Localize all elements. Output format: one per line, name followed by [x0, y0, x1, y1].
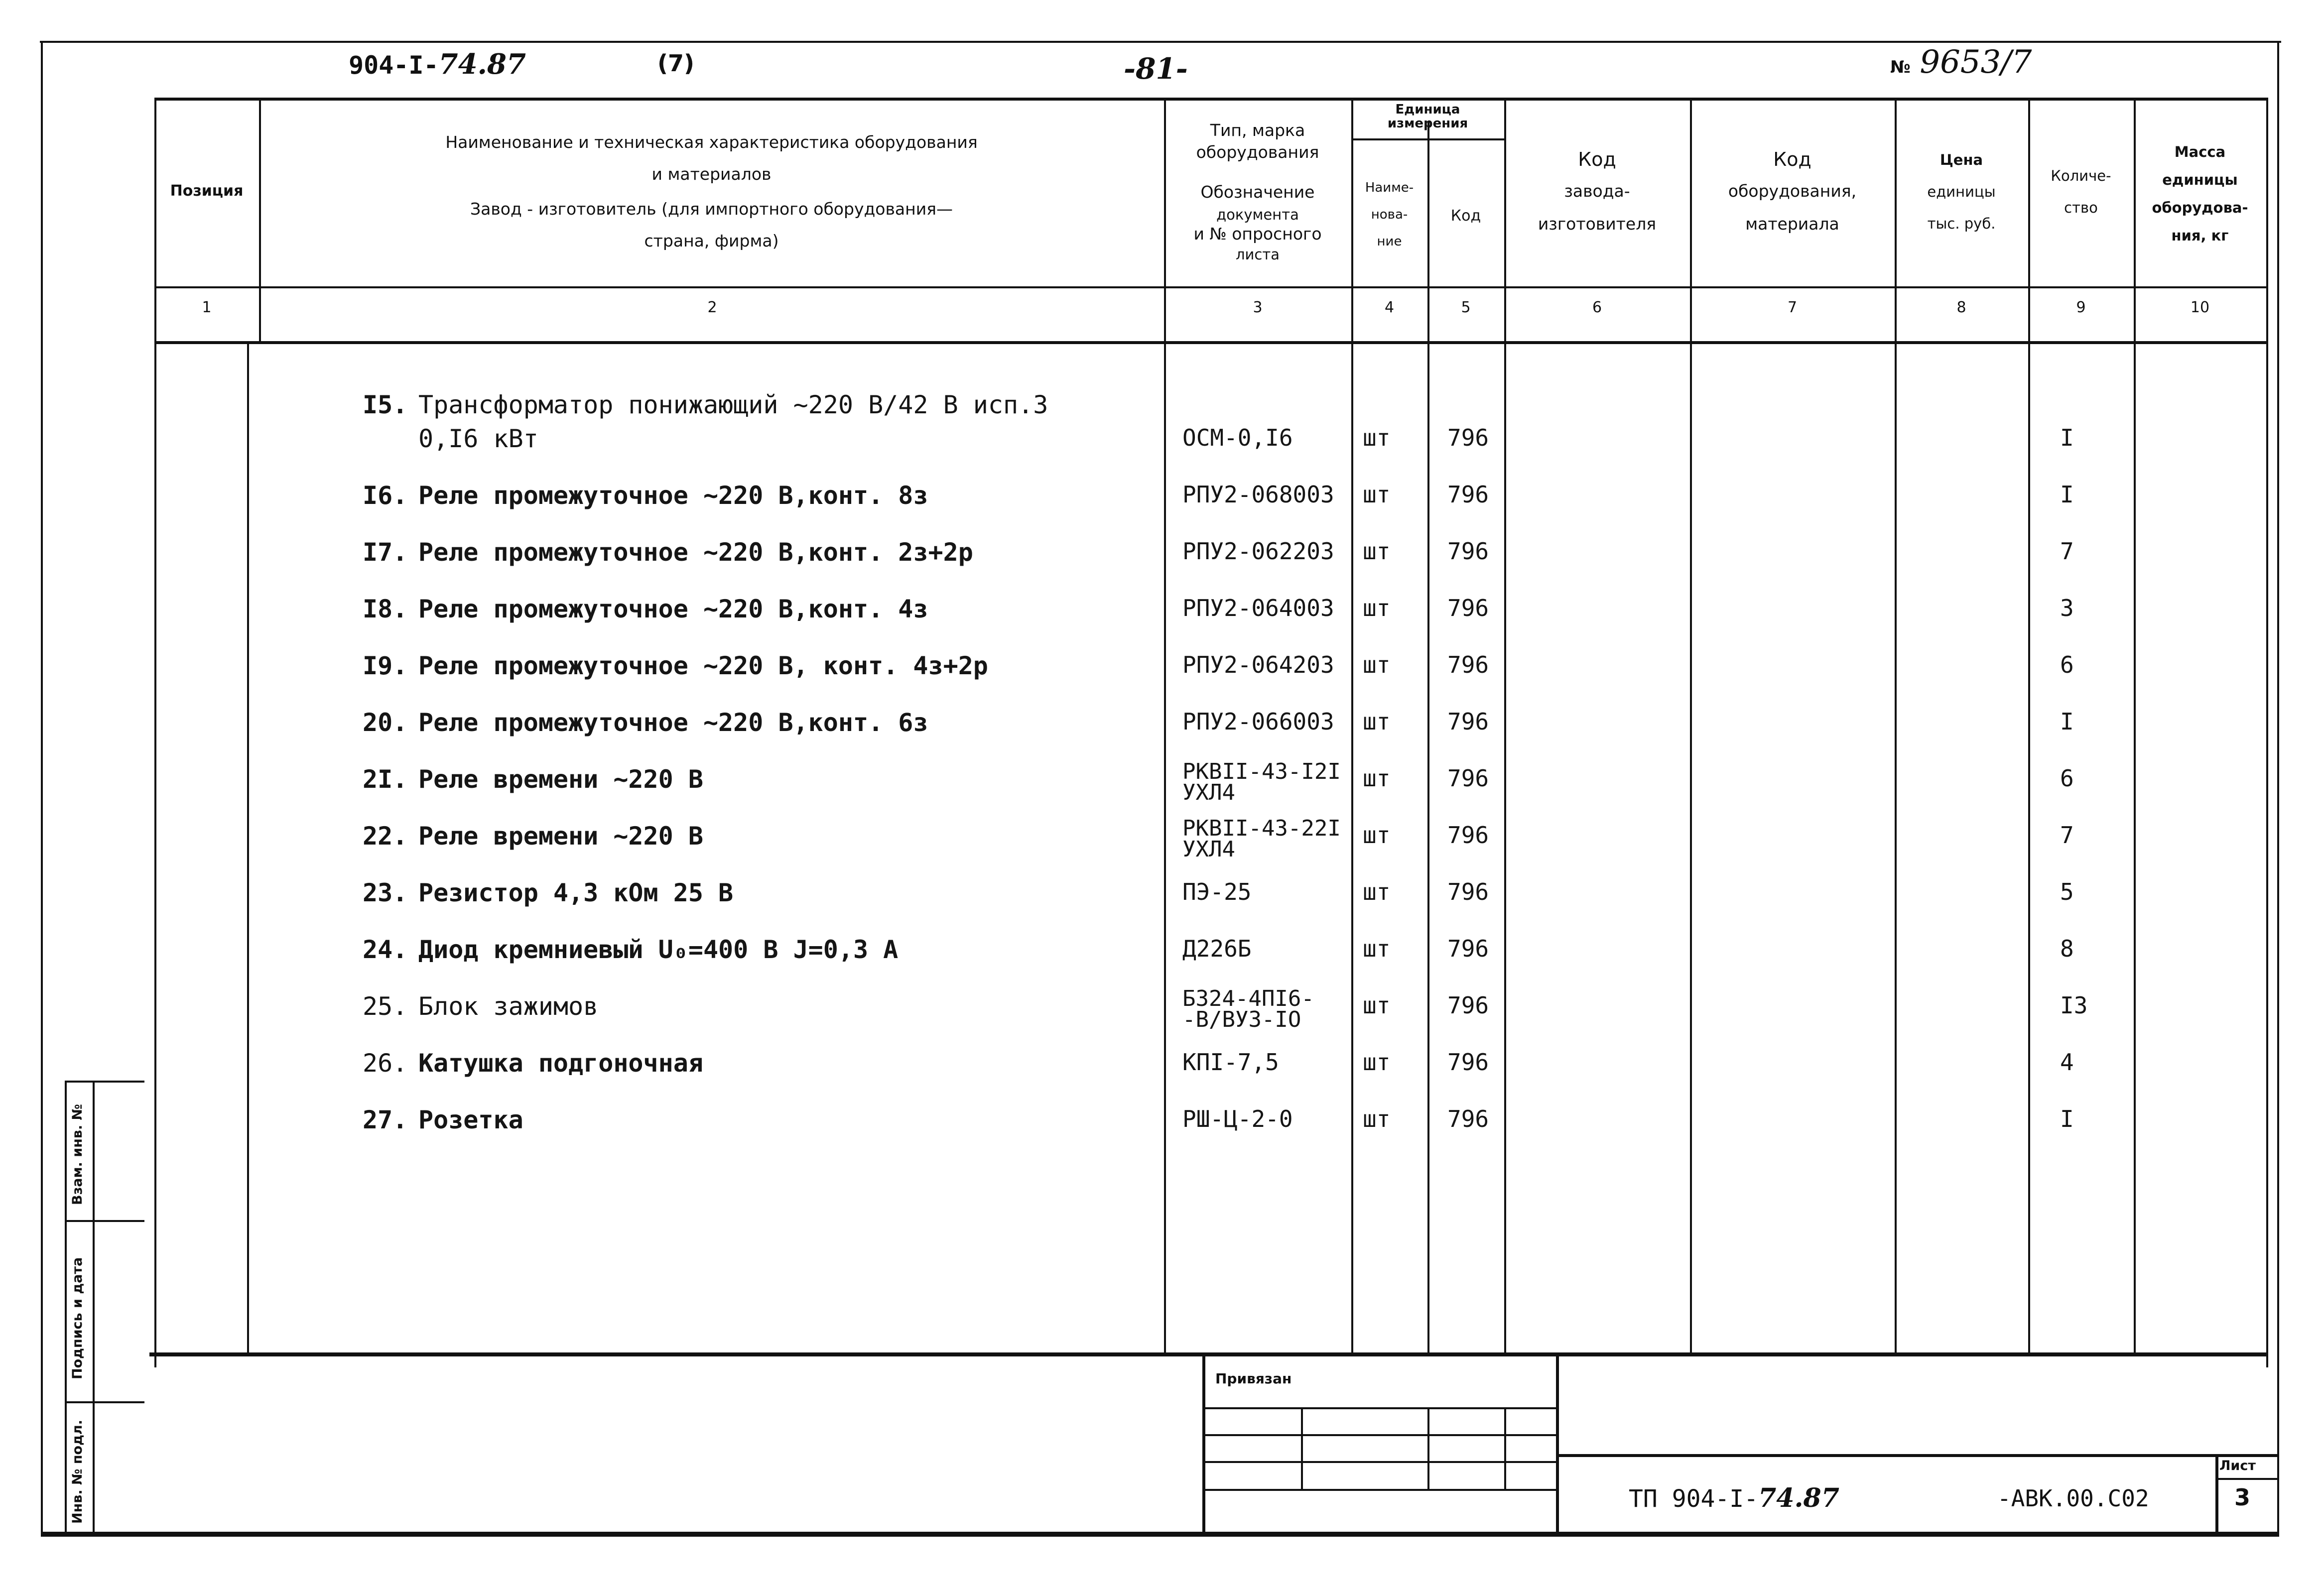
row-20-type: РПУ2-066003 [1182, 708, 1334, 735]
header-mass-line3: оборудова- [2152, 199, 2248, 216]
tb-sep-left [1202, 1352, 1205, 1532]
header-mass-line2: единицы [2162, 171, 2238, 188]
row-22-type-2: УХЛ4 [1182, 837, 1235, 862]
row-18-code: 796 [1447, 595, 1489, 621]
row-26-name: Катушка подгоночная [418, 1049, 703, 1078]
colnum-6: 6 [1592, 299, 1602, 316]
row-17-type: РПУ2-062203 [1182, 538, 1334, 565]
unit-subheader-line [1351, 138, 1504, 140]
colnum-2: 2 [707, 299, 717, 316]
header-type-line4: документа [1216, 206, 1299, 223]
row-25-unit: шт [1363, 992, 1391, 1019]
tb-attach-row-2 [1202, 1434, 1556, 1436]
header-unit-code: Код [1450, 207, 1481, 225]
row-18-pos: I8. [363, 595, 408, 623]
row-16-name: Реле промежуточное ~220 В,конт. 8з [418, 481, 928, 510]
tb-attach-col-3 [1504, 1407, 1506, 1489]
header-mass-line1: Масса [2174, 143, 2226, 160]
row-17-name: Реле промежуточное ~220 В,конт. 2з+2р [418, 538, 973, 567]
header-mass-line4: ния, кг [2171, 227, 2229, 244]
row-24-pos: 24. [363, 935, 408, 964]
row-19-qty: 6 [2060, 651, 2074, 678]
col-sep-9 [2134, 98, 2136, 1352]
row-25-code: 796 [1447, 992, 1489, 1019]
header-price-line2: единицы [1927, 183, 1996, 200]
stamp-sep-2 [65, 1401, 144, 1403]
stamp-sep-1 [65, 1220, 144, 1222]
row-27-unit: шт [1363, 1105, 1391, 1132]
row-21-pos: 2I. [363, 765, 408, 794]
table-top [154, 98, 2266, 101]
row-25-pos: 25. [363, 992, 408, 1021]
row-16-qty: I [2060, 481, 2074, 508]
header-unit-line1: Единица [1395, 102, 1460, 117]
colnum-10: 10 [2190, 299, 2210, 316]
tb-main-line [1556, 1454, 2277, 1457]
row-23-code: 796 [1447, 878, 1489, 905]
row-23-type: ПЭ-25 [1182, 878, 1252, 905]
inventory-number [1890, 44, 2032, 81]
row-18-name: Реле промежуточное ~220 В,конт. 4з [418, 595, 928, 623]
col-sep-1-body [247, 342, 249, 1352]
header-maker-code-line2: завода- [1564, 181, 1630, 201]
frame-bottom [41, 1532, 2279, 1537]
row-25-qty: I3 [2060, 992, 2088, 1019]
header-name-line2: и материалов [651, 164, 772, 184]
row-15-pos: I5. [363, 390, 408, 419]
row-16-pos: I6. [363, 481, 408, 510]
col-sep-6 [1690, 98, 1692, 1352]
row-22-code: 796 [1447, 822, 1489, 849]
row-21-type-2: УХЛ4 [1182, 780, 1235, 805]
tb-doc-suffix: -АВК.00.С02 [1997, 1485, 2149, 1512]
row-24-qty: 8 [2060, 935, 2074, 962]
row-24-type: Д226Б [1182, 935, 1252, 962]
table-right [2266, 98, 2268, 1367]
header-name-line4: страна, фирма) [644, 231, 779, 250]
row-26-pos: 26. [363, 1049, 408, 1078]
inventory-prefix: № [1890, 57, 1911, 77]
row-19-type: РПУ2-064203 [1182, 651, 1334, 678]
header-unit-name-line3: ние [1377, 234, 1402, 249]
tb-sheet-label: Лист [2219, 1458, 2256, 1473]
row-24-code: 796 [1447, 935, 1489, 962]
row-27-code: 796 [1447, 1105, 1489, 1132]
row-25-name: Блок зажимов [418, 992, 599, 1021]
header-bottom [154, 286, 2266, 288]
row-21-qty: 6 [2060, 765, 2074, 792]
row-26-type: КПI-7,5 [1182, 1049, 1279, 1076]
row-24-name: Диод кремниевый U₀=400 В J=0,3 А [418, 935, 899, 964]
frame-left [41, 41, 43, 1532]
row-23-unit: шт [1363, 878, 1391, 905]
row-16-type: РПУ2-068003 [1182, 481, 1334, 508]
row-18-qty: 3 [2060, 595, 2074, 621]
header-type-line5: и № опросного [1193, 224, 1322, 244]
colnum-9: 9 [2076, 299, 2086, 316]
row-19-code: 796 [1447, 651, 1489, 678]
frame-right [2277, 41, 2279, 1532]
row-25-type: Б324-4ПI6- [1182, 986, 1314, 1011]
header-equip-code-line2: оборудования, [1728, 181, 1857, 201]
header-type-line3: Обозначение [1200, 182, 1315, 202]
row-18-type: РПУ2-064003 [1182, 595, 1334, 621]
header-unit-line2: измерения [1387, 116, 1468, 131]
row-19-name: Реле промежуточное ~220 В, конт. 4з+2р [418, 651, 988, 680]
header-type-line1: Тип, марка [1210, 121, 1305, 140]
row-15-unit: шт [1363, 424, 1391, 451]
header-qty-line1: Количе- [2051, 167, 2111, 184]
stamp-inner [93, 1081, 95, 1532]
row-19-pos: I9. [363, 651, 408, 680]
frame-top [40, 41, 2281, 43]
header-price-line1: Цена [1939, 151, 1983, 168]
tb-attach-col-1 [1301, 1407, 1303, 1489]
row-22-type: РКВII-43-22I [1182, 816, 1341, 841]
row-22-pos: 22. [363, 822, 408, 851]
tb-sep-right [1556, 1352, 1559, 1532]
row-15-type: ОСМ-0,I6 [1182, 424, 1293, 451]
header-maker-code-line1: Код [1578, 148, 1616, 170]
row-20-unit: шт [1363, 708, 1391, 735]
row-26-code: 796 [1447, 1049, 1489, 1076]
tb-doc-prefix: ТП 904-I- [1629, 1485, 1759, 1513]
row-20-qty: I [2060, 708, 2074, 735]
col-sep-5 [1504, 98, 1506, 1352]
doc-code-hand: 74.87 [438, 48, 526, 81]
header-type-line6: листа [1236, 246, 1280, 263]
row-20-name: Реле промежуточное ~220 В,конт. 6з [418, 708, 928, 737]
inventory-hand: 9653/7 [1920, 44, 2032, 81]
col-sep-8 [2028, 98, 2030, 1352]
colnum-3: 3 [1253, 299, 1263, 316]
row-15-name-2: 0,I6 кВт [418, 424, 538, 453]
row-17-qty: 7 [2060, 538, 2074, 565]
row-23-pos: 23. [363, 878, 408, 907]
table-bottom [149, 1352, 2266, 1356]
row-16-unit: шт [1363, 481, 1391, 508]
header-qty-line2: ство [2064, 199, 2098, 216]
header-name-line1: Наименование и техническая характеристика оборудования [445, 132, 978, 152]
row-27-name: Розетка [418, 1105, 523, 1134]
tb-attach-row-4 [1202, 1489, 1556, 1491]
row-21-code: 796 [1447, 765, 1489, 792]
stamp-sign-date: Подпись и дата [70, 1257, 85, 1379]
row-21-unit: шт [1363, 765, 1391, 792]
row-17-code: 796 [1447, 538, 1489, 565]
header-unit-name-line1: Наиме- [1365, 180, 1414, 195]
row-22-name: Реле времени ~220 В [418, 822, 703, 851]
section-number: (7) [657, 50, 695, 77]
tb-sheet-sep [2215, 1454, 2218, 1532]
row-22-qty: 7 [2060, 822, 2074, 849]
row-16-code: 796 [1447, 481, 1489, 508]
doc-code-prefix: 904-I- [349, 51, 439, 80]
page-mark: -81- [1124, 52, 1188, 86]
row-15-name: Трансформатор понижающий ~220 В/42 В исп.3 [418, 390, 1048, 419]
tb-sheet-line [2215, 1478, 2277, 1480]
col-sep-2 [1164, 98, 1166, 1352]
header-equip-code-line1: Код [1773, 148, 1811, 170]
header-maker-code-line3: изготовителя [1538, 214, 1657, 234]
row-17-pos: I7. [363, 538, 408, 567]
colnum-5: 5 [1461, 299, 1471, 316]
header-position: Позиция [170, 182, 244, 200]
tb-sheet-number: 3 [2234, 1484, 2251, 1511]
header-equip-code-line3: материала [1745, 214, 1839, 234]
col-sep-3 [1351, 98, 1353, 1352]
row-27-pos: 27. [363, 1105, 408, 1134]
row-20-pos: 20. [363, 708, 408, 737]
row-20-code: 796 [1447, 708, 1489, 735]
header-type-line2: оборудования [1196, 142, 1319, 162]
header-price-line3: тыс. руб. [1927, 215, 1996, 232]
row-25-type-2: -В/ВУ3-IО [1182, 1007, 1301, 1032]
header-name-line3: Завод - изготовитель (для импортного оборудования— [470, 199, 953, 219]
row-17-unit: шт [1363, 538, 1391, 565]
row-18-unit: шт [1363, 595, 1391, 621]
tb-attach-row-1 [1202, 1407, 1556, 1409]
colnum-1: 1 [202, 299, 212, 316]
colnum-7: 7 [1787, 299, 1798, 316]
doc-code [349, 48, 526, 81]
row-27-type: РШ-Ц-2-0 [1182, 1105, 1293, 1132]
row-27-qty: I [2060, 1105, 2074, 1132]
stamp-inv-no: Взам. инв. № [70, 1103, 85, 1205]
stamp-outer [65, 1081, 67, 1532]
header-unit-name-line2: нова- [1371, 207, 1408, 222]
stamp-orig-inv: Инв. № подл. [70, 1420, 85, 1524]
colnum-4: 4 [1384, 299, 1395, 316]
row-23-qty: 5 [2060, 878, 2074, 905]
row-24-unit: шт [1363, 935, 1391, 962]
colnum-8: 8 [1956, 299, 1966, 316]
tb-doc-hand: 74.87 [1758, 1483, 1839, 1513]
row-19-unit: шт [1363, 651, 1391, 678]
col-sep-7 [1895, 98, 1897, 1352]
tb-attach-col-2 [1427, 1407, 1429, 1489]
row-22-unit: шт [1363, 822, 1391, 849]
row-15-qty: I [2060, 424, 2074, 451]
row-21-name: Реле времени ~220 В [418, 765, 703, 794]
tb-doc-code [1629, 1483, 1839, 1513]
row-23-name: Резистор 4,3 кОм 25 В [418, 878, 734, 907]
row-15-code: 796 [1447, 424, 1489, 451]
row-26-qty: 4 [2060, 1049, 2074, 1076]
colnum-bottom [154, 341, 2266, 344]
row-21-type: РКВII-43-I2I [1182, 759, 1341, 784]
tb-attach-row-3 [1202, 1461, 1556, 1463]
attach-label: Привязан [1215, 1370, 1292, 1387]
row-26-unit: шт [1363, 1049, 1391, 1076]
stamp-top [65, 1081, 144, 1083]
